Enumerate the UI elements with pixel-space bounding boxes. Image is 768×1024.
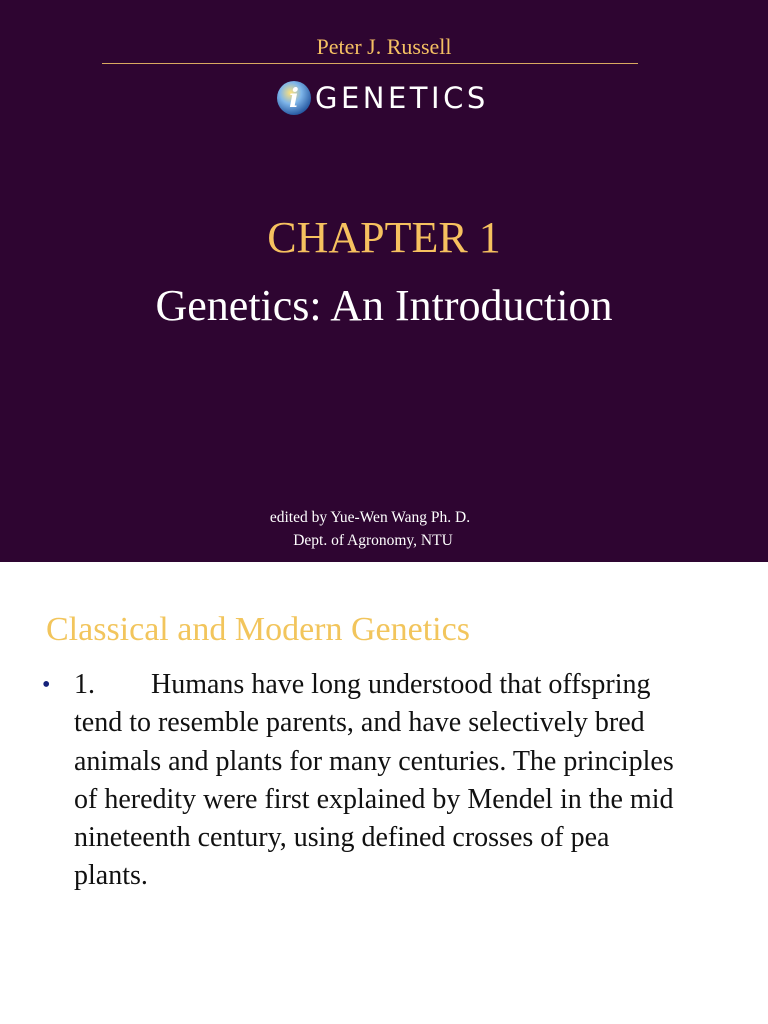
- list-item: [42, 666, 682, 896]
- chapter-label: CHAPTER 1: [267, 213, 501, 262]
- content-slide: [0, 562, 768, 1024]
- igenetics-logo-icon: [276, 80, 312, 116]
- igenetics-logo: [276, 78, 489, 118]
- brand-wordmark: GENETICS: [315, 81, 489, 115]
- editor-department: Dept. of Agronomy, NTU: [293, 532, 453, 549]
- bullet-number: 1.: [74, 669, 95, 700]
- author-name: Peter J. Russell: [316, 34, 452, 59]
- logo-letter: i: [289, 84, 299, 114]
- editor-name: edited by Yue-Wen Wang Ph. D.: [269, 509, 471, 526]
- editor-credit: [0, 506, 740, 552]
- chapter-title: Genetics: An Introduction: [155, 281, 613, 330]
- bullet-list: [42, 666, 682, 896]
- author-divider: [102, 63, 638, 64]
- slide-heading: Classical and Modern Genetics: [46, 611, 470, 648]
- bullet-marker: •: [42, 672, 51, 698]
- bullet-text: Humans have long understood that offspring tend to resemble parents, and have selectively bred animals and plants for many centuries. The principles of heredity were first explained by Mendel in the mid nineteenth century, using defined crosses of pea plants.: [74, 669, 674, 892]
